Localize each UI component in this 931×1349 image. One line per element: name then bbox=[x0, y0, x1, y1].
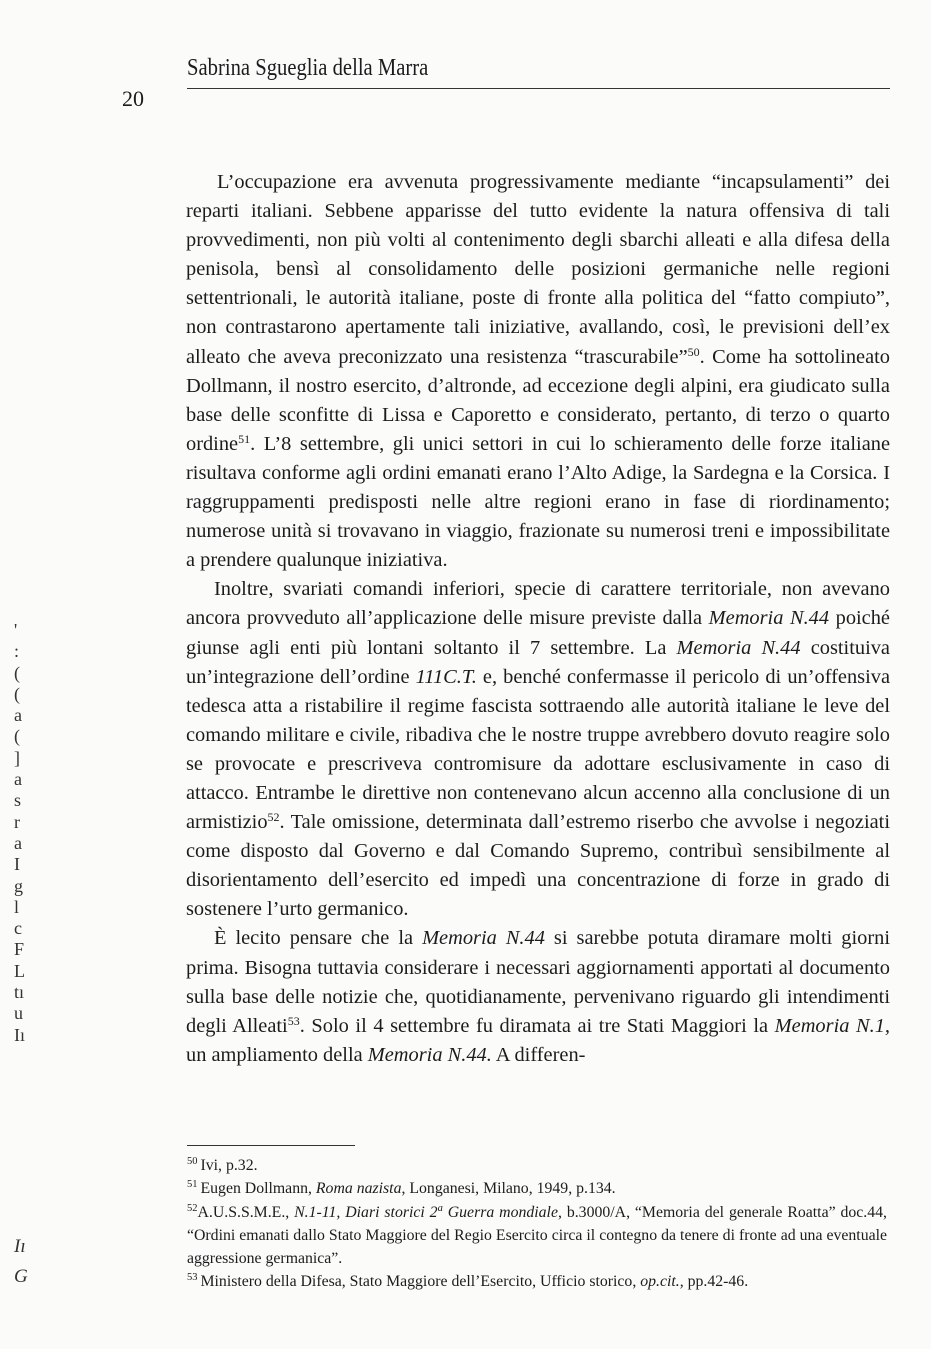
bleed-char: a bbox=[14, 705, 22, 726]
footnote-ref-53[interactable]: 53 bbox=[287, 1013, 300, 1028]
bleed-char: ] bbox=[14, 747, 20, 768]
bleed-char: Iı bbox=[14, 1236, 26, 1257]
footnote-52 bbox=[187, 1201, 887, 1271]
bleed-char: Iı bbox=[14, 1024, 25, 1045]
bleed-char: L bbox=[14, 960, 25, 981]
italic-title: Memoria N.44 bbox=[422, 927, 545, 950]
footnote-text: A.U.S.S.M.E., bbox=[197, 1203, 295, 1221]
bleed-char: ( bbox=[14, 726, 20, 747]
bleed-char: ( bbox=[14, 662, 20, 683]
italic-title: Memoria N.44 bbox=[708, 607, 830, 630]
footnote-rule bbox=[187, 1145, 355, 1146]
bleed-char: I bbox=[14, 854, 20, 875]
bleed-char: l bbox=[14, 896, 20, 917]
text-run: Inoltre, svariati comandi inferiori, specie di carattere territoriale, non avevano ancora provveduto all’applicazione delle misure previste dalla bbox=[186, 578, 890, 630]
text-run: . Come ha sottolineato Dollmann, il nostro esercito, d’altronde, ad eccezione degli alpini, era giudicato sulla base delle sconfitte di Lissa e Caporetto e considerato, pertanto, di terzo o quarto ordine bbox=[186, 345, 890, 455]
bleed-char: : bbox=[14, 641, 20, 662]
text-run: costituiva un’integrazione dell’ordine bbox=[186, 636, 890, 688]
text-run: A differen- bbox=[491, 1043, 586, 1066]
bleed-char: G bbox=[14, 1266, 28, 1287]
adjacent-page-bleed bbox=[14, 620, 44, 1046]
footnote-text: Ministero della Difesa, Stato Maggiore dell’Esercito, Ufficio storico, bbox=[200, 1273, 641, 1291]
text-run: . L’8 settembre, gli unici settori in cui lo schieramento delle forze italiane risultava conforme agli ordini emanati erano l’Alto Adige, la Sardegna e la Corsica. I raggruppamenti predisposti nelle altre regioni erano in fase di riordinamento; numerose unità si trovavano in viaggio, frazionate su numerosi treni e impossibilitate a prendere qualunque iniziativa. bbox=[186, 432, 890, 572]
adjacent-page-bleed-bottom bbox=[14, 1232, 44, 1292]
footnote-ref-52[interactable]: 52 bbox=[267, 810, 280, 825]
footnote-number: 52 bbox=[187, 1202, 198, 1214]
italic-title: Memoria N.1, bbox=[774, 1014, 891, 1037]
page-number: 20 bbox=[122, 86, 144, 111]
bleed-char: c bbox=[14, 918, 22, 939]
bleed-char: a bbox=[14, 769, 22, 790]
footnote-text: pp.42-46. bbox=[683, 1273, 749, 1291]
italic-title: 111C.T. bbox=[415, 665, 477, 688]
footnote-ref-51[interactable]: 51 bbox=[238, 431, 251, 446]
bleed-char: r bbox=[14, 811, 20, 832]
footnote-italic: op.cit., bbox=[640, 1273, 684, 1291]
footnote-ordinal: a bbox=[437, 1202, 443, 1214]
bleed-char: s bbox=[14, 790, 22, 811]
footnote-italic: N.1-11, Diari storici 2 bbox=[294, 1203, 438, 1221]
footnote-text: Eugen Dollmann, bbox=[200, 1180, 316, 1198]
running-head: Sabrina Sgueglia della Marra bbox=[187, 55, 429, 81]
bleed-char: ' bbox=[14, 620, 18, 640]
italic-title: Memoria N.44 bbox=[676, 636, 801, 659]
bleed-char: a bbox=[14, 832, 22, 853]
footnote-50 bbox=[187, 1154, 887, 1177]
footnote-text: , b.3000/A, “Memoria del generale Roatta” doc.44, “Ordini emanati dallo Stato Maggiore del Regio Esercito circa il contegno da tenere di fronte ad una eventuale aggressione germanica”. bbox=[187, 1203, 887, 1268]
header-rule bbox=[187, 88, 890, 89]
text-run: L’occupazione era avvenuta progressivamente mediante “incapsulamenti” dei reparti italiani. Sebbene apparisse del tutto evidente la natura offensiva di tali provvedimenti, non più volti al contenimento degli sbarchi alleati e alla difesa della penisola, bensì al consolidamento delle posizioni germaniche nelle regioni settentrionali, le autorità italiane, poste di fronte alla politica del “fatto compiuto”, non contrastarono apertamente tali iniziative, avallando, così, le previsioni dell’ex alleato che aveva preconizzato una resistenza “trascurabile” bbox=[186, 171, 890, 368]
footnotes bbox=[187, 1154, 887, 1294]
body-text bbox=[186, 168, 890, 1070]
paragraph-1 bbox=[186, 168, 890, 575]
text-run: . Solo il 4 settembre fu diramata ai tre Stati Maggiori la bbox=[299, 1014, 775, 1037]
bleed-char: u bbox=[14, 1003, 23, 1024]
footnote-number: 50 bbox=[187, 1156, 198, 1167]
text-run: È lecito pensare che la bbox=[214, 927, 423, 950]
footnote-number: 51 bbox=[187, 1179, 198, 1191]
bleed-char: g bbox=[14, 875, 23, 896]
text-run: . Tale omissione, determinata dall’estremo riserbo che avvolse i negoziati come disposto dal Governo e dal Comando Supremo, contribuì sensibilmente al disorientamento dell’esercito ed impedì una concentrazione di forze in grado di sostenere l’urto germanico. bbox=[186, 811, 890, 921]
italic-title: Memoria N.44. bbox=[367, 1043, 492, 1066]
text-run: un ampliamento della bbox=[186, 1043, 368, 1066]
paragraph-2 bbox=[186, 575, 890, 924]
footnote-italic: Roma nazista bbox=[315, 1180, 402, 1198]
footnote-text: , Longanesi, Milano, 1949, p.134. bbox=[401, 1180, 616, 1198]
bleed-char: tı bbox=[14, 982, 25, 1003]
footnote-51 bbox=[187, 1177, 887, 1200]
paragraph-3 bbox=[186, 924, 890, 1069]
text-run: e, benché confermasse il pericolo di un’offensiva tedesca atta a ristabilire il regime fascista sottraendo alle autorità italiane le leve del comando militare e civile, ribadiva che le nostre truppe avrebbero dovuto reagire solo se provocate e prescriveva contromisure da adottare esclusivamente in caso di attacco. Entrambe le direttive non contenevano alcun accenno alla conclusione di un armistizio bbox=[186, 665, 890, 834]
text-run: poiché giunse agli enti più lontani soltanto il 7 settembre. La bbox=[186, 607, 890, 659]
footnote-italic: Guerra mondiale bbox=[442, 1203, 558, 1221]
footnote-text: Ivi, p.32. bbox=[200, 1157, 258, 1174]
footnote-ref-50[interactable]: 50 bbox=[687, 344, 700, 359]
text-run: si sarebbe potuta diramare molti giorni prima. Bisogna tuttavia considerare i necessari aggiornamenti apportati al documento sulla base delle notizie che, quotidianamente, pervenivano riguardo gli intendimenti degli Alleati bbox=[186, 927, 890, 1037]
footnote-number: 53 bbox=[187, 1272, 198, 1284]
bleed-char: F bbox=[14, 939, 25, 960]
bleed-char: ( bbox=[14, 683, 20, 704]
footnote-53 bbox=[187, 1270, 887, 1293]
